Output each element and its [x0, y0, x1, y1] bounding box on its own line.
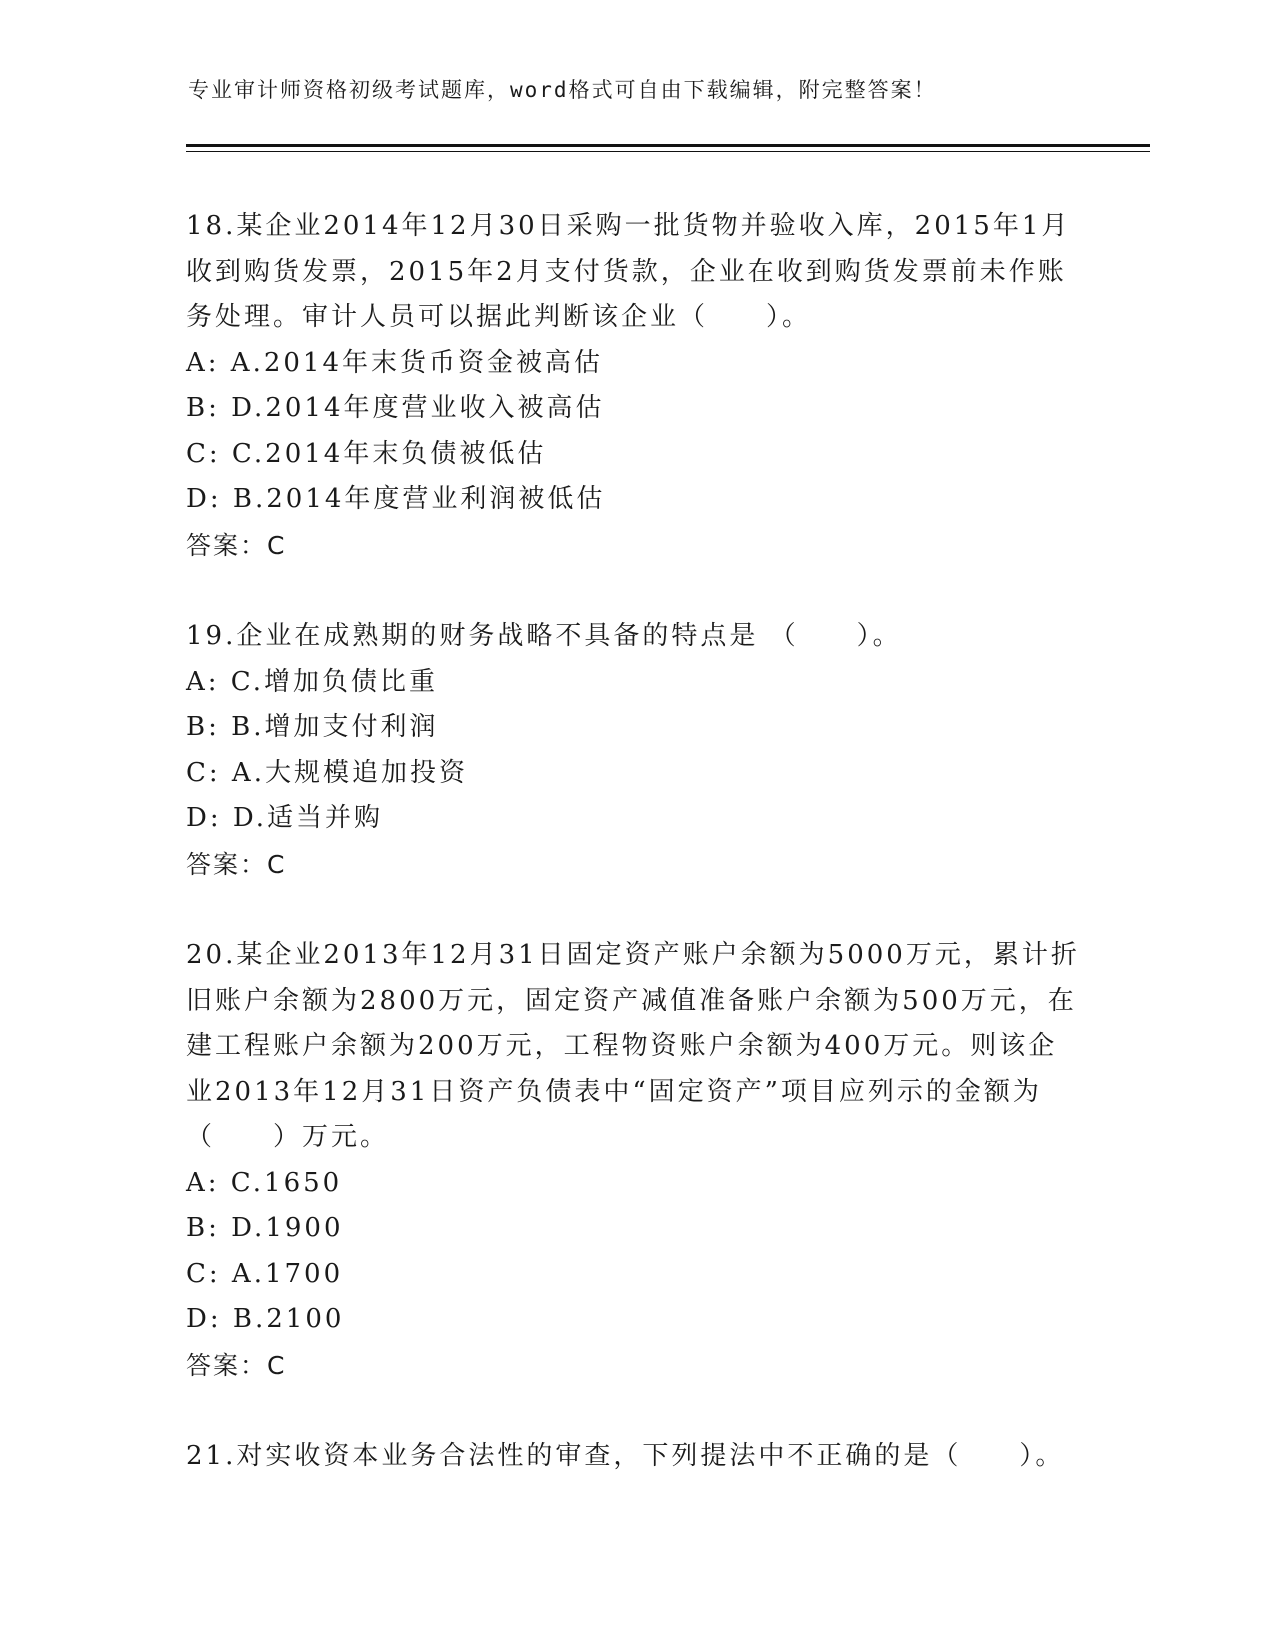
option-a: A: C.增加负债比重: [186, 666, 439, 697]
question-21: [186, 1434, 1086, 1480]
question-list: [186, 204, 1086, 1526]
question-stem: 21.对实收资本业务合法性的审查，下列提法中不正确的是（ ）。: [186, 1441, 1065, 1471]
option-a: A: C.1650: [186, 1167, 343, 1198]
option-c: C: A.大规模追加投资: [186, 757, 468, 788]
option-d: D: B.2100: [186, 1304, 345, 1334]
option-b: B: D.1900: [186, 1213, 344, 1243]
answer: 答案：C: [186, 1350, 287, 1380]
option-c: C: C.2014年末负债被低估: [186, 438, 547, 469]
question-20: [186, 933, 1086, 1388]
question-stem: 20.某企业2013年12月31日固定资产账户余额为5000万元，累计折旧账户余额为2800万元，固定资产减值准备账户余额为500万元，在建工程账户余额为200万元，工程物资账户余额为400万元。则该企业2013年12月31日资产负债表中“固定资产”项目应列示的金额为（ ）万元。: [186, 940, 1080, 1152]
question-stem: 18.某企业2014年12月30日采购一批货物并验收入库，2015年1月收到购货发票，2015年2月支付货款，企业在收到购货发票前未作账务处理。审计人员可以据此判断该企业（ ）。: [186, 211, 1071, 332]
answer: 答案：C: [186, 849, 287, 879]
question-18: [186, 204, 1086, 568]
option-b: B: D.2014年度营业收入被高估: [186, 393, 605, 423]
answer: 答案：C: [186, 530, 287, 560]
option-b: B: B.增加支付利润: [186, 712, 439, 742]
option-a: A: A.2014年末货币资金被高估: [186, 347, 604, 378]
question-19: [186, 614, 1086, 887]
page-header: 专业审计师资格初级考试题库，word格式可自由下载编辑，附完整答案！: [188, 78, 937, 102]
header-rule: [186, 144, 1150, 147]
option-c: C: A.1700: [186, 1258, 344, 1289]
option-d: D: D.适当并购: [186, 803, 384, 833]
question-stem: 19.企业在成熟期的财务战略不具备的特点是 （ ）。: [186, 621, 902, 651]
header-rule-thin: [186, 151, 1150, 152]
option-d: D: B.2014年度营业利润被低估: [186, 484, 606, 514]
